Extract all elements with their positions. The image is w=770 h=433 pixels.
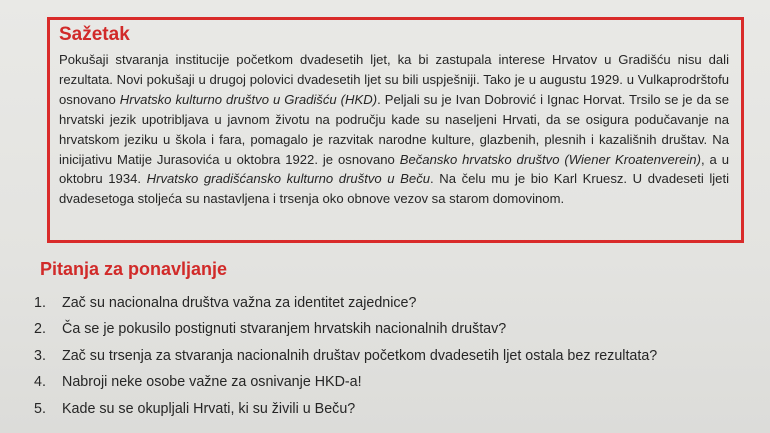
summary-title: Sažetak — [59, 24, 130, 45]
question-number: 3. — [34, 347, 46, 364]
summary-italic-segment: Bečansko hrvatsko društvo (Wiener Kroatenverein) — [399, 151, 701, 167]
summary-text-segment: , a u oktobru 1934. — [59, 151, 729, 187]
summary-paragraph — [59, 50, 729, 209]
question-item — [34, 290, 657, 316]
questions-title: Pitanja za ponavljanje — [40, 259, 228, 279]
summary-italic-segment: Hrvatsko gradišćansko kulturno društvo u Beču — [146, 171, 431, 187]
question-item — [34, 316, 657, 342]
summary-italic-segment: Hrvatsko kulturno društvo u Gradišću (HKD) — [119, 91, 378, 107]
summary-box — [47, 17, 744, 243]
question-text: Ča se je pokusilo postignuti stvaranjem hrvatskih nacionalnih društav? — [62, 321, 507, 338]
question-text: Zač su nacionalna društva važna za identitet zajednice? — [62, 295, 417, 311]
question-text: Zač su trsenja za stvaranja nacionalnih društav početkom dvadesetih ljet ostala bez rezultata? — [62, 347, 658, 364]
question-item — [34, 369, 657, 395]
question-item — [34, 343, 657, 369]
question-text: Kade su se okupljali Hrvati, ki su živili u Beču? — [62, 400, 356, 417]
question-number: 1. — [34, 295, 46, 311]
questions-list — [34, 290, 657, 422]
question-number: 4. — [34, 374, 46, 391]
question-text: Nabroji neke osobe važne za osnivanje HKD-a! — [62, 374, 362, 391]
question-number: 5. — [34, 400, 46, 417]
summary-text-segment: . Peljali su je Ivan Dobrović i Ignac Horvat. Trsilo se je da se hrvatski jezik upotribljava u javnom životu na području kade su naseljeni Hrvati, da se osigura podučavanje na hrvatskom jeziku u škola i fara, pomagalo je razvitak narodne kulture, glazbenih, plesnih i kazališnih društav. Na inicijativu Matije Jurasovića u oktobra 1922. je osnovano — [59, 91, 729, 167]
question-number: 2. — [34, 321, 46, 338]
summary-text-segment: Pokušaji stvaranja institucije početkom dvadesetih ljet, ka bi zastupala interese Hrvatov u Gradišću nisu dali rezultata. Novi pokušaji u drugoj polovici dvadesetih ljet su bili uspješniji. Tako je u augustu 1929. u Vulkaprodrštofu osnovano — [59, 52, 729, 107]
summary-text-segment: . Na čelu mu je bio Karl Kruesz. U dvadeseti ljeti dvadesetoga stoljeća su nastavljena i trsenja oko obnove vezov sa starom domovinom. — [59, 171, 729, 207]
question-item — [34, 396, 657, 422]
